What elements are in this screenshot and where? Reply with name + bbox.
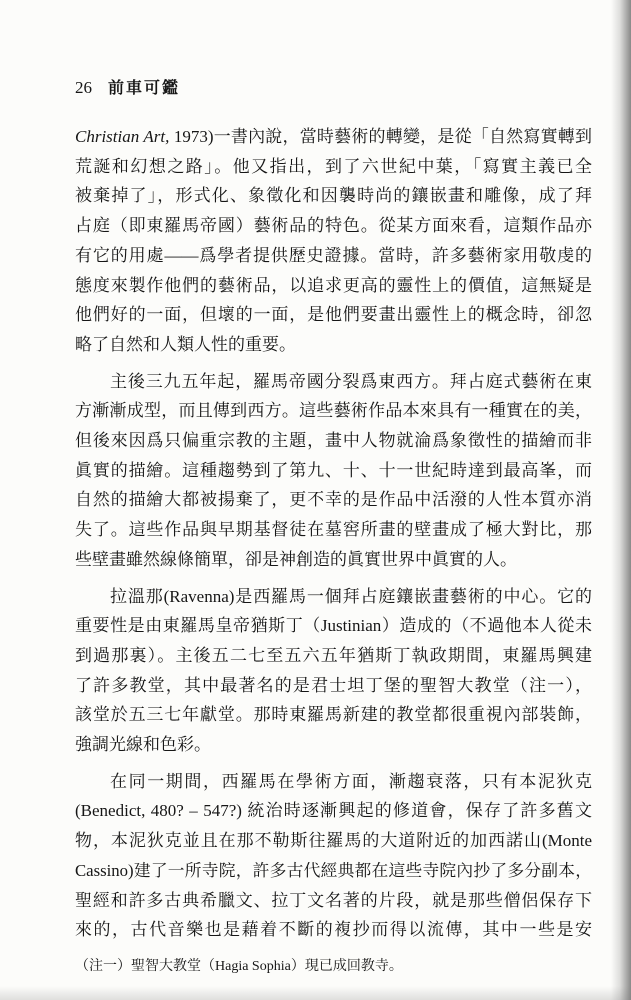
text-line: 些壁畫雖然線條簡單，卻是神創造的眞實世界中眞實的人。 [75,549,517,569]
text-line: 在同一期間，西羅馬在學術方面，漸趨衰落，只有本泥狄克 [110,771,592,791]
text-line: 到過那裏）。主後五二七至五六五年猶斯丁執政期間，東羅馬興建 [75,645,592,665]
text-line: 方漸漸成型，而且傳到西方。這些藝術作品本來具有一種實在的美， [75,401,592,421]
scan-edge-shadow [611,0,631,1000]
book-title: 前車可鑑 [108,78,181,97]
text-line: 有它的用處——爲學者提供歷史證據。當時，許多藝術家用敬虔的 [75,245,592,265]
text-line: 占庭（即東羅馬帝國）藝術品的特色。從某方面來看，這類作品亦 [75,216,592,236]
text-line: 物，本泥狄克並且在那不勒斯往羅馬的大道附近的加西諾山(Monte [75,831,592,851]
text-line: 荒誕和幻想之路」。他又指出，到了六世紀中葉，「寫實主義已全 [75,156,592,176]
text-line: 態度來製作他們的藝術品，以追求更高的靈性上的價值，這無疑是 [75,275,592,295]
text-line: 眞實的描繪。這種趨勢到了第九、十、十一世紀時達到最高峯，而 [75,460,592,480]
body-text [75,122,592,945]
paragraph [75,767,592,945]
page-number: 26 [75,78,92,97]
text-line: (Benedict, 480? – 547?) 統治時逐漸興起的修道會，保存了許多舊文 [75,801,592,821]
text-line: 被棄掉了」，形式化、象徵化和因襲時尚的鑲嵌畫和雕像，成了拜 [75,186,592,206]
text-line [75,122,592,152]
text-line: 主後三九五年起，羅馬帝國分裂爲東西方。拜占庭式藝術在東 [110,371,592,391]
text-line: 該堂於五三七年獻堂。那時東羅馬新建的教堂都很重視內部裝飾， [75,705,592,725]
text-line: 但後來因爲只偏重宗教的主題，畫中人物就淪爲象徵性的描繪而非 [75,431,592,451]
text-line: 強調光線和色彩。 [75,735,211,755]
text-line: 來的，古代音樂也是藉着不斷的複抄而得以流傳，其中一些是安 [75,920,592,940]
paragraph [75,122,592,360]
text-line: 失了。這些作品與早期基督徒在墓窖所畫的壁畫成了極大對比，那 [75,520,592,540]
text-run: 1973)一書內說，當時藝術的轉變，是從「自然寫實轉到 [169,127,593,146]
text-line: Cassino)建了一所寺院，許多古代經典都在這些寺院內抄了多分副本， [75,860,592,880]
running-header [75,76,180,100]
footnote: （注一）聖智大教堂（Hagia Sophia）現已成回教寺。 [75,959,403,974]
paragraph [75,582,592,760]
italic-book-title: Christian Art, [75,127,170,146]
text-line: 他們好的一面，但壞的一面，是他們要畫出靈性上的概念時，卻忽 [75,305,592,325]
text-line: 聖經和許多古典希臘文、拉丁文名著的片段，就是那些僧侶保存下 [75,890,592,910]
text-line: 自然的描繪大都被揚棄了，更不幸的是作品中活潑的人性本質亦消 [75,490,592,510]
text-line: 重要性是由東羅馬皇帝猶斯丁（Justinian）造成的（不過他本人從未 [75,616,592,636]
text-line: 了許多教堂，其中最著名的是君士坦丁堡的聖智大教堂（注一）， [75,675,592,695]
paragraph [75,367,592,575]
text-line: 拉溫那(Ravenna)是西羅馬一個拜占庭鑲嵌畫藝術的中心。它的 [110,586,592,606]
text-line: 略了自然和人類人性的重要。 [75,334,296,354]
scan-bottom-shadow [0,986,631,1000]
